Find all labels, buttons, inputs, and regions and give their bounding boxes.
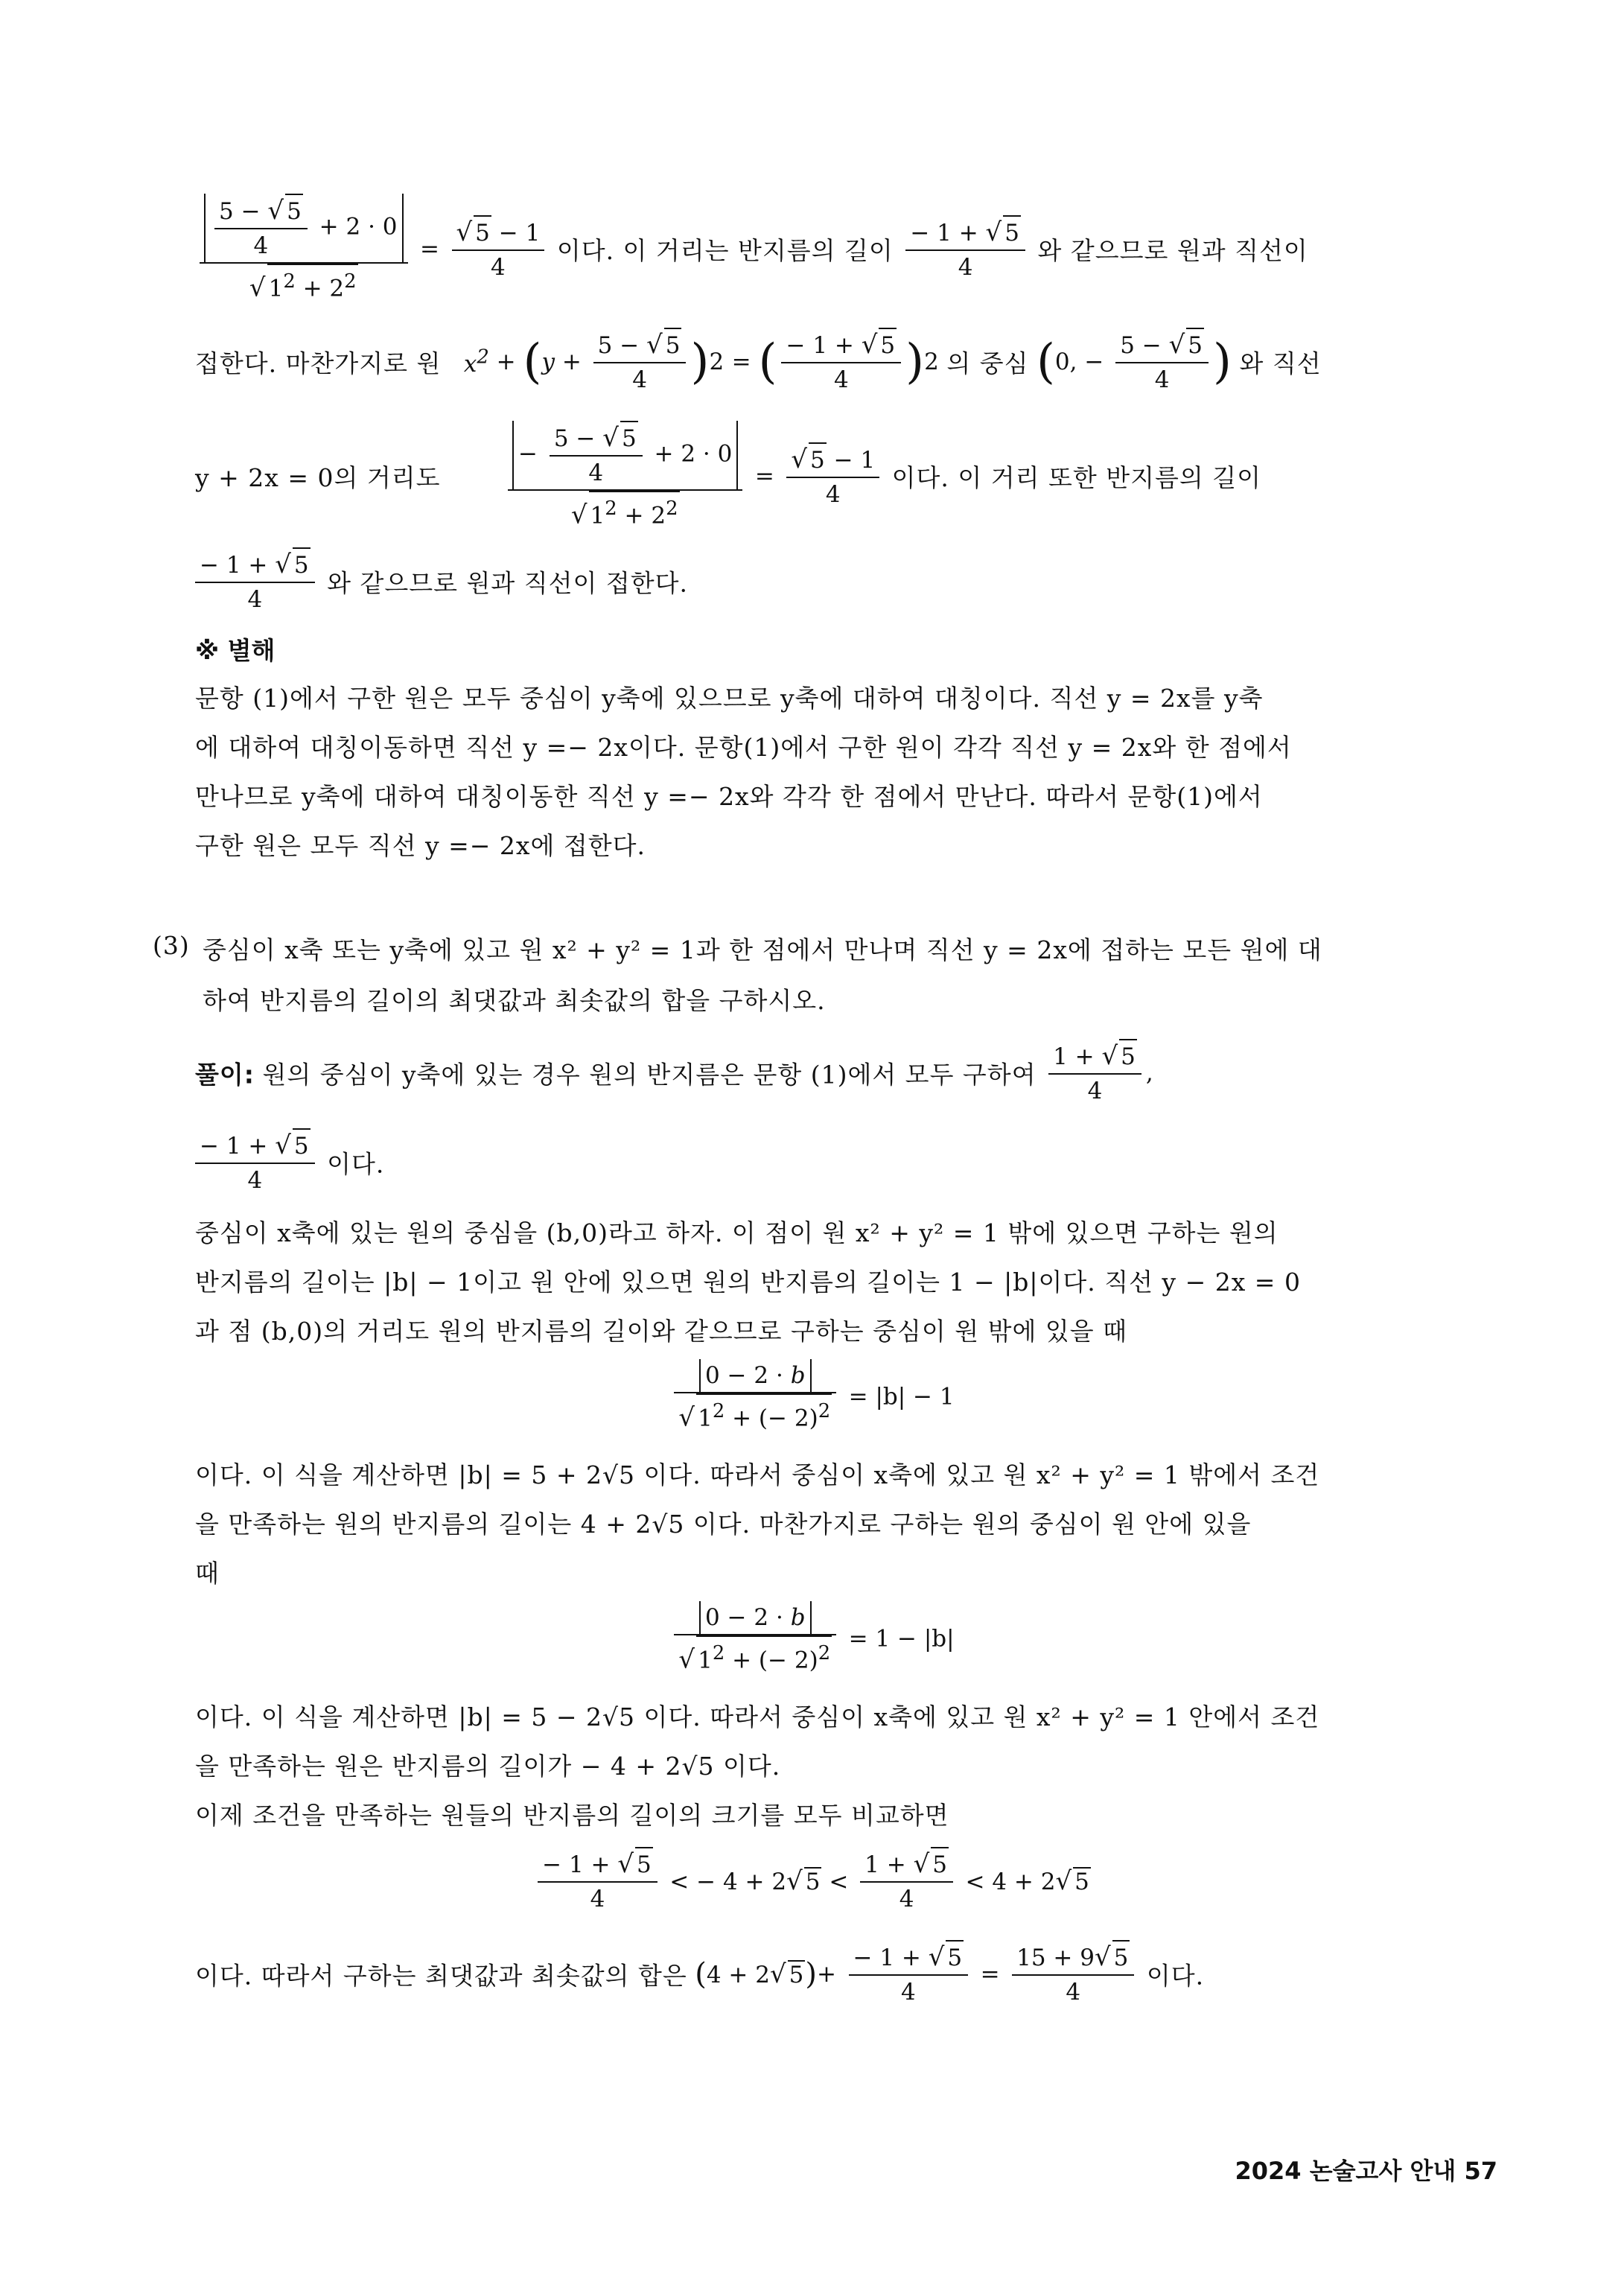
alt-heading: ※ 별해 bbox=[195, 636, 276, 665]
text-line2-b: 의 중심 bbox=[946, 349, 1029, 378]
sol-line-2: $\frac{- 1 + √ 5}{4}$ 이다. bbox=[195, 1128, 1453, 1203]
q3-text-2: 하여 반지름의 길이의 최댓값과 최솟값의 합을 구하시오. bbox=[203, 986, 826, 1015]
sol-label: 풀이: bbox=[195, 1060, 255, 1090]
sol-s2: 이다. bbox=[327, 1149, 385, 1179]
alt-p3: 만나므로 y축에 대하여 대칭이동한 직선 y =− 2x와 각각 한 점에서 만난다. 따라서 문항(1)에서 bbox=[195, 782, 1263, 811]
sol-s5: 과 점 (b,0)의 거리도 원의 반지름의 길이와 같으므로 구하는 중심이 원 밖에 있을 때 bbox=[195, 1317, 1127, 1346]
alt-p2: 에 대하여 대칭이동하면 직선 y =− 2x이다. 문항(1)에서 구한 원이 각각 직선 y = 2x와 한 점에서 bbox=[195, 733, 1292, 762]
line-4: $\frac{- 1 + √ 5}{4}$ 와 같으므로 원과 직선이 접한다. bbox=[195, 547, 1453, 622]
sol-s11: 이제 조건을 만족하는 원들의 반지름의 길이의 크기를 모두 비교하면 bbox=[195, 1801, 949, 1830]
sol-s9: 이다. 이 식을 계산하면 |b| = 5 − 2√5 이다. 따라서 중심이 x축에 있고 원 x² + y² = 1 안에서 조건 bbox=[195, 1702, 1320, 1731]
text-line2-a: 접한다. 마찬가지로 원 bbox=[195, 349, 442, 378]
circle-line-2: 접한다. 마찬가지로 원 $x^2 + (y$ + $\frac{5 - √ 5}{4}$ )2 = ( $\frac{- 1 + √ 5}{4}$ )2 의 중심 (0, − $\frac{5 - √ 5}{4}$ ) 와 직선 bbox=[195, 328, 1453, 410]
sol-s8: 때 bbox=[195, 1559, 220, 1588]
distance-fraction-1: $\frac{5 - √ 5}{4}$ + 2 · 0 √ $1^2 + 2^2$ bbox=[200, 194, 408, 305]
sol-s12a: 이다. 따라서 구하는 최댓값과 최솟값의 합은 bbox=[195, 1961, 687, 1991]
distance-line-3: y + 2x = 0의 거리도 − $\frac{5 - √ 5}{4}$ + 2 · 0 √ $1^2 + 2^2$ = $\frac{√ 5 - 1}{4}$ 이다. 이 거리 또한 반지름의 길이 bbox=[195, 421, 1453, 532]
alt-p1: 문항 (1)에서 구한 원은 모두 중심이 y축에 있으므로 y축에 대하여 대칭이다. 직선 y = 2x를 y축 bbox=[195, 684, 1264, 713]
sol-s4: 반지름의 길이는 |b| − 1이고 원 안에 있으면 원의 반지름의 길이는 1 − |b|이다. 직선 y − 2x = 0 bbox=[195, 1268, 1301, 1297]
sol-s6: 이다. 이 식을 계산하면 |b| = 5 + 2√5 이다. 따라서 중심이 x축에 있고 원 x² + y² = 1 밖에서 조건 bbox=[195, 1460, 1320, 1489]
sol-s3: 중심이 x축에 있는 원의 중심을 (b,0)라고 하자. 이 점이 원 x² + y² = 1 밖에 있으면 구하는 원의 bbox=[195, 1218, 1278, 1247]
equation-1: $\frac{0 - 2 \cdot b}{√ 1^2 + (- 2)^2}$ = |b| − 1 bbox=[0, 1359, 1624, 1448]
text-line3-b: 이다. 이 거리 또한 반지름의 길이 bbox=[891, 463, 1262, 493]
distance-line-1: $\frac{5 - √ 5}{4}$ + 2 · 0 √ $1^2 + 2^2$ = $\frac{√ 5 - 1}{4}$ 이다. 이 거리는 반지름의 길이 $\frac{- 1 + √ 5}{4}$ 와 같으므로 원과 직선이 bbox=[195, 194, 1453, 305]
text-line1-end: 와 같으므로 원과 직선이 bbox=[1037, 236, 1308, 266]
sol-final: 이다. 따라서 구하는 최댓값과 최솟값의 합은 (4 + 2√ 5)+ $\frac{- 1 + √ 5}{4}$ = $\frac{15 + 9√ 5}{4}$ 이다. bbox=[195, 1940, 1453, 2022]
alt-p4: 구한 원은 모두 직선 y =− 2x에 접한다. bbox=[195, 831, 646, 860]
sol-line-1: 풀이: 원의 중심이 y축에 있는 경우 원의 반지름은 문항 (1)에서 모두 구하여 $\frac{1 + √ 5}{4}$ , bbox=[195, 1039, 1453, 1113]
eq1-rhs: = |b| − 1 bbox=[848, 1383, 955, 1411]
sol-s10: 을 만족하는 원은 반지름의 길이가 − 4 + 2√5 이다. bbox=[195, 1752, 781, 1781]
sol-s12b: 이다. bbox=[1146, 1961, 1205, 1991]
inequality: $\frac{- 1 + √ 5}{4}$ < − 4 + 2√ 5 < $\frac{1 + √ 5}{4}$ < 4 + 2√ 5 bbox=[0, 1847, 1624, 1929]
text-line4: 와 같으므로 원과 직선이 접한다. bbox=[327, 568, 689, 598]
text-line2-c: 와 직선 bbox=[1239, 349, 1322, 378]
q3-number: (3) bbox=[153, 931, 190, 960]
equation-2: $\frac{0 - 2 \cdot b}{√ 1^2 + (- 2)^2}$ = 1 − |b| bbox=[0, 1601, 1624, 1691]
sol-s7: 을 만족하는 원의 반지름의 길이는 4 + 2√5 이다. 마찬가지로 구하는 원의 중심이 원 안에 있을 bbox=[195, 1510, 1252, 1539]
sol-s1: 원의 중심이 y축에 있는 경우 원의 반지름은 문항 (1)에서 모두 구하여 bbox=[262, 1060, 1037, 1090]
text-line3-a: y + 2x = 0의 거리도 bbox=[195, 463, 441, 493]
eq2-rhs: = 1 − |b| bbox=[848, 1625, 955, 1653]
page-footer: 2024 논술고사 안내 57 bbox=[1235, 2157, 1497, 2185]
text-line1-tail: 이다. 이 거리는 반지름의 길이 bbox=[556, 236, 894, 266]
q3-text-1: 중심이 x축 또는 y축에 있고 원 x² + y² = 1과 한 점에서 만나며 직선 y = 2x에 접하는 모든 원에 대 bbox=[203, 935, 1322, 964]
